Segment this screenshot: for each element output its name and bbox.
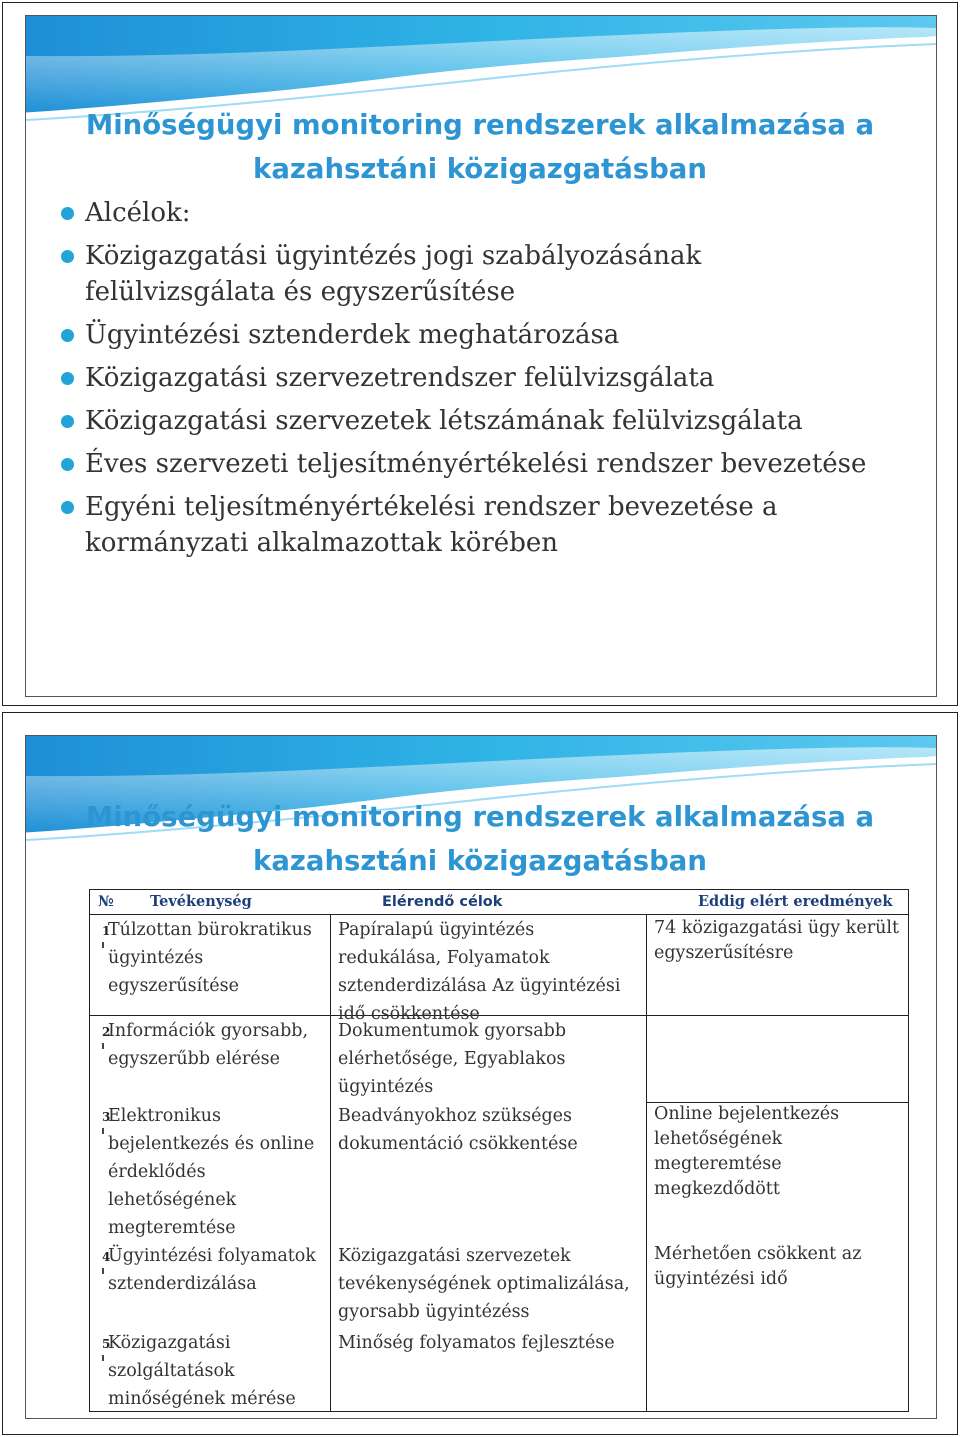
- goals-cell: Beadványokhoz szükséges dokumentáció csökkentése: [338, 1106, 578, 1154]
- divider: [646, 914, 647, 1411]
- header-activity: Tevékenység: [150, 893, 252, 910]
- bullet-icon: [61, 458, 74, 471]
- tick-mark: [102, 1268, 104, 1274]
- bullet-icon: [61, 501, 74, 514]
- divider: [330, 914, 331, 1411]
- row-number: 5: [102, 1337, 111, 1351]
- tick-mark: [102, 1043, 104, 1049]
- list-item-text: Közigazgatási szervezetrendszer felülvizsgálata: [85, 363, 715, 393]
- tick-mark: [102, 1128, 104, 1134]
- list-item-text: Egyéni teljesítményértékelési rendszer bevezetése a kormányzati alkalmazottak körében: [85, 492, 778, 558]
- header-results: Eddig elért eredmények: [698, 893, 893, 910]
- title-line-1: Minőségügyi monitoring rendszerek alkalmazása a: [85, 801, 875, 833]
- slide-1-title: [3, 103, 957, 191]
- slide-2-title: [3, 795, 957, 883]
- header-goals: Elérendő célok: [382, 894, 503, 910]
- row-number: 2: [102, 1025, 111, 1039]
- results-cell: Online bejelentkezés lehetőségének megteremtése megkezdődött: [654, 1104, 840, 1199]
- results-cell: Mérhetően csökkent az ügyintézési idő: [654, 1244, 862, 1289]
- bullet-icon: [61, 329, 74, 342]
- title-line-1: Minőségügyi monitoring rendszerek alkalmazása a: [85, 109, 875, 141]
- list-item-text: Közigazgatási ügyintézés jogi szabályozásának felülvizsgálata és egyszerűsítése: [85, 241, 702, 307]
- bullet-icon: [61, 207, 74, 220]
- slide-1: [2, 2, 958, 706]
- bullet-icon: [61, 415, 74, 428]
- list-item-text: Éves szervezeti teljesítményértékelési rendszer bevezetése: [85, 449, 867, 479]
- list-item-text: Alcélok:: [85, 198, 191, 228]
- list-item: [63, 446, 893, 482]
- tick-mark: [102, 942, 104, 948]
- activity-cell: Információk gyorsabb, egyszerűbb elérése: [108, 1021, 309, 1069]
- list-item-text: Közigazgatási szervezetek létszámának felülvizsgálata: [85, 406, 803, 436]
- row-number: 4: [102, 1250, 111, 1264]
- divider: [90, 914, 908, 915]
- results-table: [89, 889, 909, 1412]
- row-number: 3: [102, 1110, 111, 1124]
- subgoal-list: [63, 195, 893, 568]
- list-item: [63, 238, 893, 310]
- bullet-icon: [61, 372, 74, 385]
- results-cell: 74 közigazgatási ügy került egyszerűsítésre: [654, 918, 900, 963]
- list-item: [63, 489, 893, 561]
- goals-cell: Minőség folyamatos fejlesztése: [338, 1333, 615, 1353]
- activity-cell: Ügyintézési folyamatok sztenderdizálása: [108, 1246, 316, 1294]
- list-item: [63, 317, 893, 353]
- list-item: [63, 403, 893, 439]
- title-line-2: kazahsztáni közigazgatásban: [253, 153, 707, 185]
- slide-2: [2, 712, 958, 1435]
- bullet-icon: [61, 250, 74, 263]
- list-item: [63, 195, 893, 231]
- header-number: №: [98, 893, 114, 910]
- list-item: [63, 360, 893, 396]
- activity-cell: Elektronikus bejelentkezés és online érdeklődés lehetőségének megteremtése: [108, 1106, 315, 1238]
- list-item-text: Ügyintézési sztenderdek meghatározása: [85, 320, 620, 350]
- title-line-2: kazahsztáni közigazgatásban: [253, 845, 707, 877]
- goals-cell: Közigazgatási szervezetek tevékenységének optimalizálása, gyorsabb ügyintézéss: [338, 1246, 630, 1322]
- tick-mark: [102, 1355, 104, 1361]
- goals-cell: Papíralapú ügyintézés redukálása, Folyamatok sztenderdizálása Az ügyintézési idő csökkentése: [338, 920, 621, 1024]
- activity-cell: Közigazgatási szolgáltatások minőségének mérése: [108, 1333, 296, 1409]
- goals-cell: Dokumentumok gyorsabb elérhetősége, Egyablakos ügyintézés: [338, 1021, 567, 1097]
- activity-cell: Túlzottan bürokratikus ügyintézés egyszerűsítése: [108, 920, 312, 996]
- row-number: 1: [102, 924, 111, 938]
